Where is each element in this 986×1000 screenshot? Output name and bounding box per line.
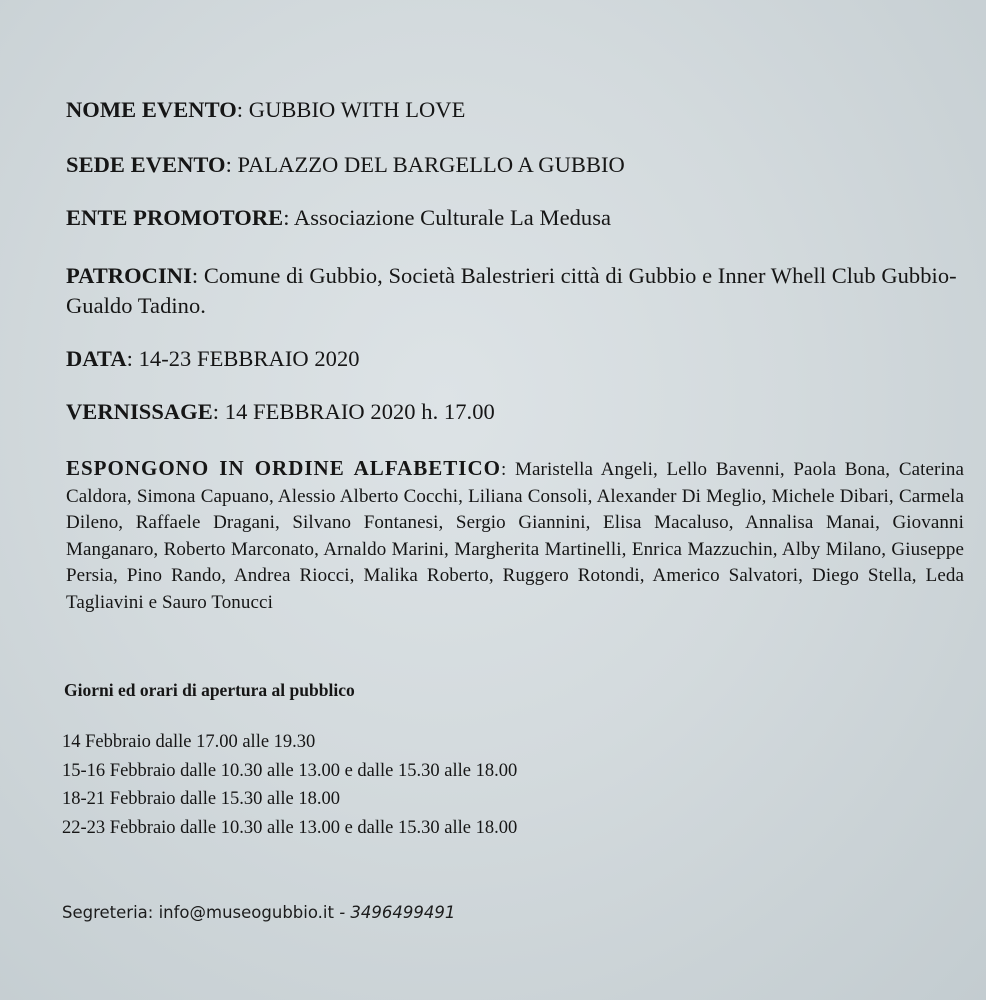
opening-hours-list bbox=[62, 728, 517, 842]
secretariat-separator: - bbox=[333, 903, 351, 922]
event-promoter-label: ENTE PROMOTORE bbox=[66, 205, 284, 230]
opening-hours-title: Giorni ed orari di apertura al pubblico bbox=[64, 680, 355, 700]
event-vernissage-value: : 14 FEBBRAIO 2020 h. 17.00 bbox=[212, 399, 495, 424]
secretariat-phone: 3496499491 bbox=[350, 903, 456, 922]
event-patronage bbox=[66, 261, 966, 321]
opening-hours-line: 14 Febbraio dalle 17.00 alle 19.30 bbox=[62, 732, 316, 752]
artists-paragraph bbox=[66, 455, 964, 617]
event-name-label: NOME EVENTO bbox=[66, 97, 237, 122]
secretariat-email: info@museogubbio.it bbox=[158, 903, 334, 922]
event-date-value: : 14-23 FEBBRAIO 2020 bbox=[126, 346, 360, 371]
event-patronage-label: PATROCINI bbox=[66, 263, 192, 288]
opening-hours-line: 22-23 Febbraio dalle 10.30 alle 13.00 e dalle 15.30 alle 18.00 bbox=[62, 817, 518, 838]
artists-label: ESPONGONO IN ORDINE ALFABETICO bbox=[66, 456, 501, 480]
event-venue-value: : PALAZZO DEL BARGELLO A GUBBIO bbox=[225, 152, 625, 177]
event-patronage-value: : Comune di Gubbio, Società Balestrieri città di Gubbio e Inner Whell Club Gubbio-Gualdo Tadino. bbox=[66, 263, 957, 318]
opening-hours-line: 18-21 Febbraio dalle 15.30 alle 18.00 bbox=[62, 789, 340, 809]
event-promoter bbox=[66, 203, 611, 232]
artists-list: : Maristella Angeli, Lello Bavenni, Paola Bona, Caterina Caldora, Simona Capuano, Alessio Alberto Cocchi, Liliana Consoli, Alexander Di Meglio, Michele Dibari, Carmela Dileno, Raffaele Dragani, Silvano Fontanesi, Sergio Giannini, Elisa Macaluso, Annalisa Manai, Giovanni Manganaro, Roberto Marconato, Arnaldo Marini, Margherita Martinelli, Enrica Mazzuchin, Alby Milano, Giuseppe Persia, Pino Rando, Andrea Riocci, Malika Roberto, Ruggero Rotondi, Americo Salvatori, Diego Stella, Leda Tagliavini e Sauro Tonucci bbox=[66, 459, 964, 613]
event-venue-label: SEDE EVENTO bbox=[66, 152, 226, 177]
event-date-label: DATA bbox=[66, 346, 127, 371]
secretariat-label: Segreteria: bbox=[62, 903, 159, 922]
event-name bbox=[66, 95, 465, 124]
event-date bbox=[66, 344, 360, 373]
event-venue bbox=[66, 150, 625, 179]
secretariat-contact bbox=[62, 903, 455, 922]
event-vernissage-label: VERNISSAGE bbox=[66, 399, 213, 424]
event-vernissage bbox=[66, 397, 495, 426]
event-name-value: : GUBBIO WITH LOVE bbox=[236, 97, 466, 122]
event-promoter-value: : Associazione Culturale La Medusa bbox=[283, 205, 612, 230]
opening-hours-line: 15-16 Febbraio dalle 10.30 alle 13.00 e dalle 15.30 alle 18.00 bbox=[62, 760, 518, 781]
